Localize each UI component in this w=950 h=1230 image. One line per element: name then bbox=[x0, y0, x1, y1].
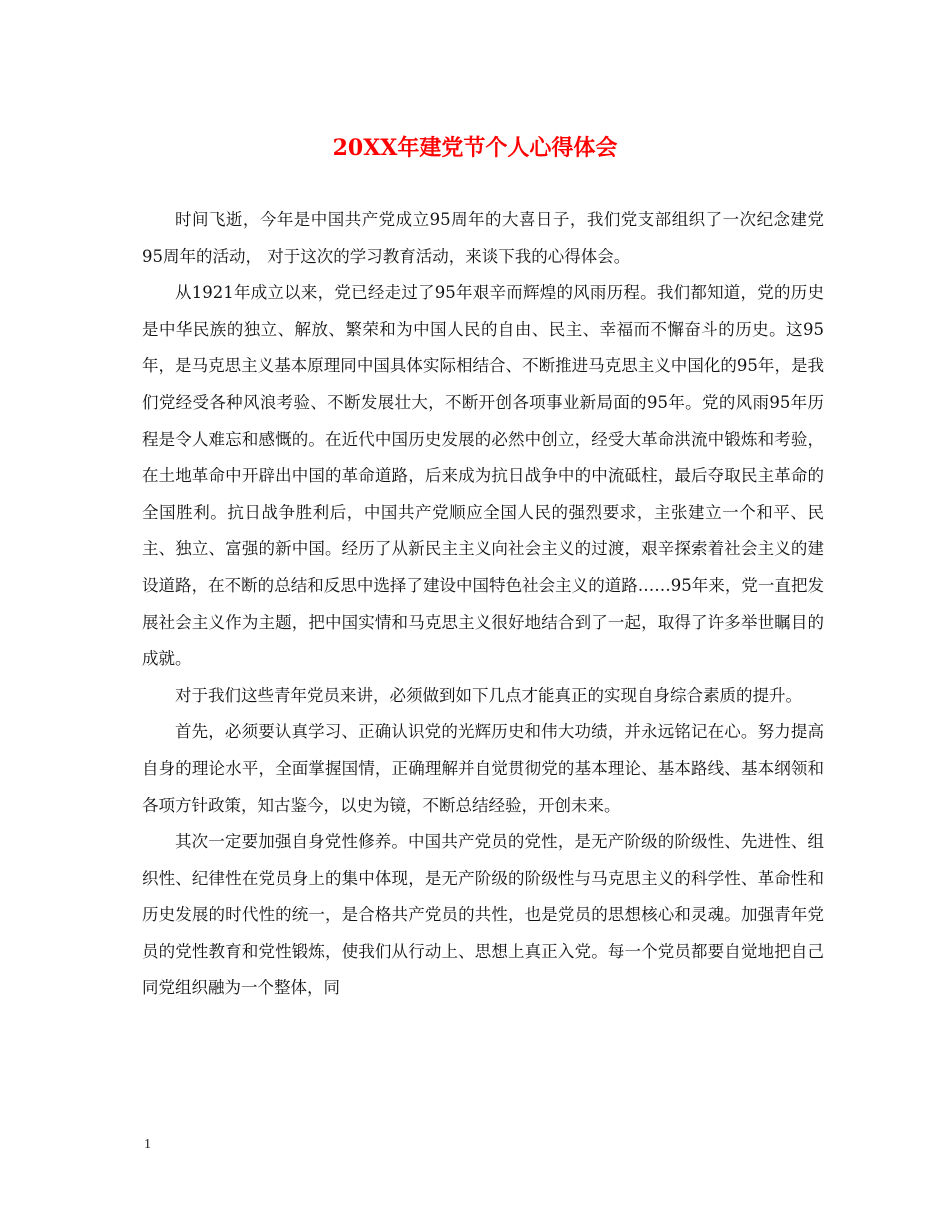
page-number: 1 bbox=[144, 1137, 151, 1152]
document-body bbox=[142, 202, 824, 1007]
paragraph-2: 从1921年成立以来，党已经走过了95年艰辛而辉煌的风雨历程。我们都知道，党的历史是中华民族的独立、解放、繁荣和为中国人民的自由、民主、幸福而不懈奋斗的历史。这95年，是马克思主义基本原理同中国具体实际相结合、不断推进马克思主义中国化的95年，是我们党经受各种风浪考验、不断发展壮大，不断开创各项事业新局面的95年。党的风雨95年历程是令人难忘和感慨的。在近代中国历史发展的必然中创立，经受大革命洪流中锻炼和考验，在土地革命中开辟出中国的革命道路，后来成为抗日战争中的中流砥柱，最后夺取民主革命的全国胜利。抗日战争胜利后，中国共产党顺应全国人民的强烈要求，主张建立一个和平、民主、独立、富强的新中国。经历了从新民主主义向社会主义的过渡，艰辛探索着社会主义的建设道路，在不断的总结和反思中选择了建设中国特色社会主义的道路……95年来，党一直把发展社会主义作为主题，把中国实情和马克思主义很好地结合到了一起，取得了许多举世瞩目的成就。 bbox=[142, 283, 824, 669]
document-title: 20XX年建党节个人心得体会 bbox=[332, 135, 618, 161]
paragraph-1: 时间飞逝，今年是中国共产党成立95周年的大喜日子，我们党支部组织了一次纪念建党95周年的活动， 对于这次的学习教育活动，来谈下我的心得体会。 bbox=[142, 210, 824, 266]
paragraph-4: 首先，必须要认真学习、正确认识党的光辉历史和伟大功绩，并永远铭记在心。努力提高自身的理论水平，全面掌握国情，正确理解并自觉贯彻党的基本理论、基本路线、基本纲领和各项方针政策，知古鉴今，以史为镜，不断总结经验，开创未来。 bbox=[142, 722, 824, 815]
paragraph-5: 其次一定要加强自身党性修养。中国共产党员的党性，是无产阶级的阶级性、先进性、组织性、纪律性在党员身上的集中体现，是无产阶级的阶级性与马克思主义的科学性、革命性和历史发展的时代性的统一，是合格共产党员的共性，也是党员的思想核心和灵魂。加强青年党员的党性教育和党性锻炼，使我们从行动上、思想上真正入党。每一个党员都要自觉地把自己同党组织融为一个整体，同 bbox=[142, 832, 824, 998]
paragraph-3: 对于我们这些青年党员来讲，必须做到如下几点才能真正的实现自身综合素质的提升。 bbox=[175, 685, 802, 705]
